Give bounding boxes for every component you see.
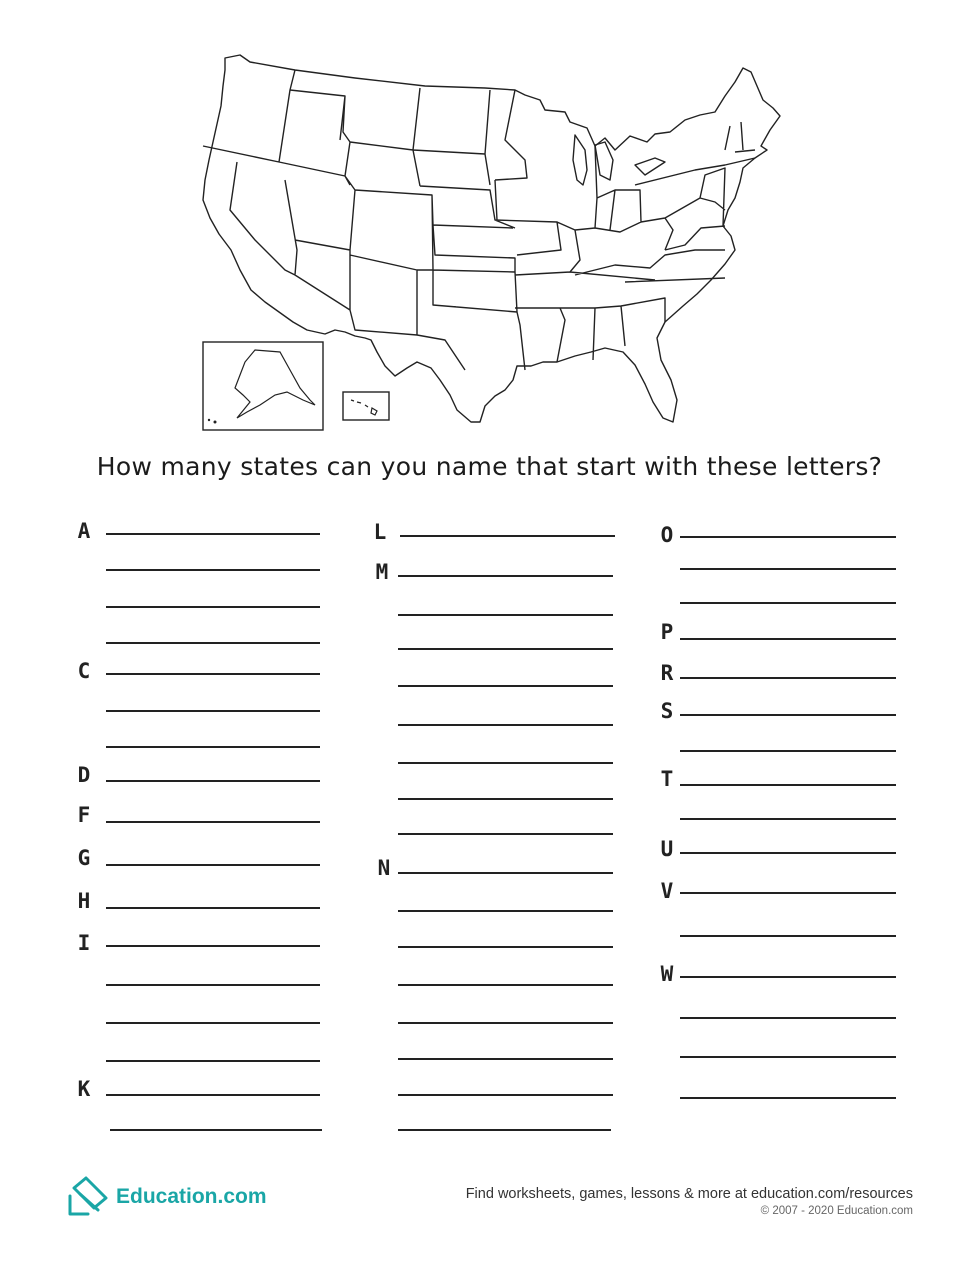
education-pencil-icon bbox=[66, 1176, 110, 1218]
letter-A: A bbox=[77, 519, 91, 543]
copyright-text: © 2007 - 2020 Education.com bbox=[760, 1205, 913, 1217]
answer-line[interactable] bbox=[400, 535, 615, 537]
answer-line[interactable] bbox=[680, 818, 896, 820]
answer-line[interactable] bbox=[110, 1129, 322, 1131]
letter-W: W bbox=[660, 962, 674, 986]
answer-line[interactable] bbox=[680, 1017, 896, 1019]
answer-line[interactable] bbox=[106, 821, 320, 823]
letter-M: M bbox=[375, 560, 389, 584]
us-map bbox=[195, 50, 795, 435]
worksheet-prompt: How many states can you name that start with these letters? bbox=[96, 452, 883, 481]
answer-line[interactable] bbox=[680, 638, 896, 640]
answer-line[interactable] bbox=[106, 945, 320, 947]
answer-line[interactable] bbox=[398, 724, 613, 726]
answer-line[interactable] bbox=[680, 536, 896, 538]
answer-line[interactable] bbox=[398, 872, 613, 874]
letter-F: F bbox=[77, 803, 91, 827]
answer-line[interactable] bbox=[680, 714, 896, 716]
letter-V: V bbox=[660, 879, 674, 903]
answer-line[interactable] bbox=[680, 1097, 896, 1099]
letter-L: L bbox=[373, 520, 387, 544]
letter-G: G bbox=[77, 846, 91, 870]
answer-line[interactable] bbox=[680, 852, 896, 854]
answer-line[interactable] bbox=[680, 784, 896, 786]
letter-K: K bbox=[77, 1077, 91, 1101]
letter-I: I bbox=[77, 931, 91, 955]
us-map-icon bbox=[195, 50, 795, 435]
answer-line[interactable] bbox=[680, 976, 896, 978]
answer-line[interactable] bbox=[106, 1094, 320, 1096]
answer-line[interactable] bbox=[398, 798, 613, 800]
answer-line[interactable] bbox=[398, 762, 613, 764]
brand-name: Education.com bbox=[116, 1185, 267, 1208]
answer-line[interactable] bbox=[398, 1129, 611, 1131]
education-logo[interactable] bbox=[66, 1176, 267, 1218]
answer-line[interactable] bbox=[398, 833, 613, 835]
letter-S: S bbox=[660, 699, 674, 723]
letter-O: O bbox=[660, 523, 674, 547]
resources-link[interactable]: Find worksheets, games, lessons & more at education.com/resources bbox=[465, 1186, 913, 1202]
answer-line[interactable] bbox=[106, 1060, 320, 1062]
answer-line[interactable] bbox=[680, 568, 896, 570]
answer-line[interactable] bbox=[398, 910, 613, 912]
answer-line[interactable] bbox=[398, 614, 613, 616]
answer-line[interactable] bbox=[680, 935, 896, 937]
answer-line[interactable] bbox=[106, 673, 320, 675]
answer-line[interactable] bbox=[680, 602, 896, 604]
answer-line[interactable] bbox=[106, 907, 320, 909]
letter-P: P bbox=[660, 620, 674, 644]
answer-line[interactable] bbox=[106, 569, 320, 571]
answer-line[interactable] bbox=[398, 1022, 613, 1024]
answer-line[interactable] bbox=[680, 892, 896, 894]
answer-line[interactable] bbox=[398, 575, 613, 577]
answer-line[interactable] bbox=[398, 984, 613, 986]
answer-line[interactable] bbox=[398, 648, 613, 650]
footer-info bbox=[466, 1186, 913, 1217]
answer-line[interactable] bbox=[106, 642, 320, 644]
letter-U: U bbox=[660, 837, 674, 861]
answer-line[interactable] bbox=[398, 685, 613, 687]
answer-line[interactable] bbox=[680, 677, 896, 679]
letter-N: N bbox=[377, 856, 391, 880]
answer-line[interactable] bbox=[106, 984, 320, 986]
letter-R: R bbox=[660, 661, 674, 685]
answer-line[interactable] bbox=[680, 1056, 896, 1058]
letter-T: T bbox=[660, 767, 674, 791]
answer-line[interactable] bbox=[398, 946, 613, 948]
answer-line[interactable] bbox=[106, 780, 320, 782]
answer-line[interactable] bbox=[106, 606, 320, 608]
answer-line[interactable] bbox=[106, 710, 320, 712]
answer-line[interactable] bbox=[106, 746, 320, 748]
answer-line[interactable] bbox=[106, 864, 320, 866]
answer-line[interactable] bbox=[106, 1022, 320, 1024]
answer-line[interactable] bbox=[680, 750, 896, 752]
letter-D: D bbox=[77, 763, 91, 787]
answer-line[interactable] bbox=[398, 1094, 613, 1096]
answer-line[interactable] bbox=[398, 1058, 613, 1060]
answer-line[interactable] bbox=[106, 533, 320, 535]
letter-H: H bbox=[77, 889, 91, 913]
letter-C: C bbox=[77, 659, 91, 683]
